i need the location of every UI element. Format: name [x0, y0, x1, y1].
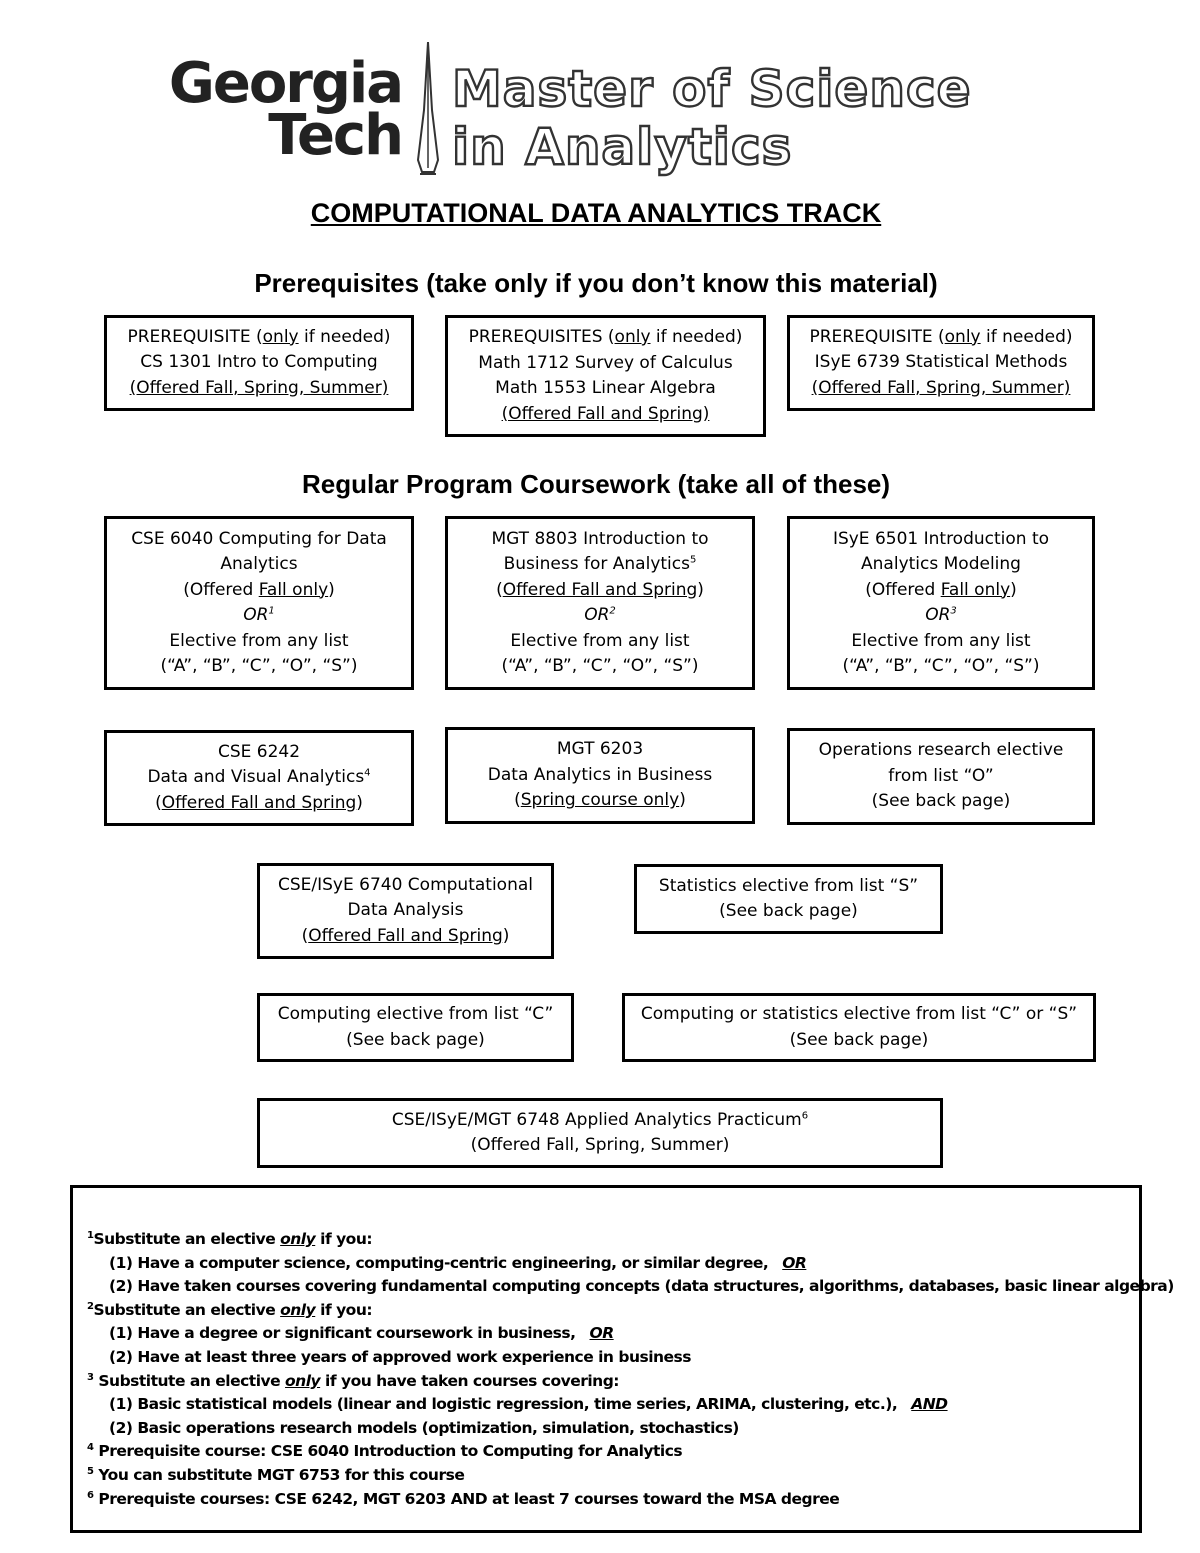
course-box-isye6501	[787, 516, 1095, 690]
course-offered: (Offered Fall and Spring)	[496, 579, 704, 600]
regular-heading: Regular Program Coursework (take all of these)	[301, 469, 891, 499]
prereq-course: Math 1553 Linear Algebra	[495, 378, 716, 398]
or-label: $OR^1$	[243, 605, 275, 625]
elective-title: Computing elective from list “C”	[277, 1004, 554, 1024]
prereq-label: PREREQUISITE (only if needed)	[127, 326, 391, 347]
or-label: $OR^2$	[584, 605, 616, 625]
course-offered: (Offered Fall, Spring, Summer)	[470, 1135, 730, 1155]
footnote-1-item: (2) Have taken courses covering fundamental computing concepts (data structures, algorithms, databases, basic linear algebra)	[109, 1277, 1174, 1296]
footnote-1: $^1$Substitute an elective only if you:	[87, 1229, 373, 1248]
elective-lists: (“A”, “B”, “C”, “O”, “S”)	[842, 656, 1040, 676]
course-title: Data Analysis	[347, 900, 464, 921]
program-wordmark	[452, 60, 1072, 176]
elective-lists: (“A”, “B”, “C”, “O”, “S”)	[501, 656, 699, 676]
footnote-1-item: (1) Have a computer science, computing-centric engineering, or similar degree, OR	[109, 1253, 807, 1272]
georgia-tech-wordmark	[140, 51, 402, 168]
prereq-offered: (Offered Fall, Spring, Summer)	[129, 377, 389, 398]
course-box-cse6242	[104, 730, 414, 826]
course-box-mgt6203	[445, 727, 755, 824]
course-title: Analytics	[220, 554, 298, 574]
footnote-4: $^4$ Prerequisite course: CSE 6040 Introduction to Computing for Analytics	[87, 1442, 683, 1461]
elective-box-computing	[257, 993, 574, 1062]
course-title: MGT 8803 Introduction to	[491, 528, 709, 549]
elective-list: from list “O”	[888, 765, 994, 786]
elective-alt: Elective from any list	[851, 630, 1031, 651]
elective-alt: Elective from any list	[169, 630, 349, 651]
prereq-course: ISyE 6739 Statistical Methods	[814, 352, 1068, 373]
elective-title: Computing or statistics elective from list “C” or “S”	[640, 1004, 1078, 1024]
course-title: Data Analytics in Business	[487, 764, 713, 785]
prereq-course: CS 1301 Intro to Computing	[140, 352, 378, 373]
prereq-box-math	[445, 315, 766, 437]
prereq-heading: Prerequisites (take only if you don’t know this material)	[254, 268, 938, 298]
footnote-6: $^6$ Prerequiste courses: CSE 6242, MGT 6203 AND at least 7 courses toward the MSA degree	[87, 1489, 840, 1508]
see-back-page: (See back page)	[346, 1029, 485, 1050]
course-code: MGT 6203	[556, 739, 644, 760]
course-box-practicum	[257, 1098, 943, 1168]
course-box-mgt8803	[445, 516, 755, 690]
course-box-cse6740	[257, 863, 554, 959]
footnote-3: $^3$ Substitute an elective only if you have taken courses covering:	[87, 1371, 619, 1390]
course-offered: (Spring course only)	[514, 790, 686, 811]
see-back-page: (See back page)	[789, 1029, 929, 1050]
logo-georgia-text: Georgia	[168, 51, 402, 116]
course-title: CSE/ISyE/MGT 6748 Applied Analytics Practicum$^6$	[391, 1109, 809, 1130]
course-title: Analytics Modeling	[861, 554, 1021, 574]
course-offered: (Offered Fall only)	[865, 579, 1017, 600]
footnote-2: $^2$Substitute an elective only if you:	[87, 1300, 373, 1319]
footnote-2-item: (1) Have a degree or significant coursework in business, OR	[109, 1324, 614, 1343]
prereq-box-cs1301	[104, 315, 414, 411]
footnote-3-item: (1) Basic statistical models (linear and logistic regression, time series, ARIMA, clustering, etc.), AND	[109, 1395, 948, 1414]
page-title: COMPUTATIONAL DATA ANALYTICS TRACK	[310, 198, 882, 228]
course-title: Data and Visual Analytics$^4$	[147, 767, 371, 788]
footnotes-box	[70, 1185, 1174, 1533]
prereq-label: PREREQUISITES (only if needed)	[468, 327, 743, 347]
course-offered: (Offered Fall and Spring)	[155, 792, 363, 813]
footnote-5: $^5$ You can substitute MGT 6753 for this course	[87, 1465, 465, 1484]
see-back-page: (See back page)	[871, 791, 1011, 812]
course-code: CSE 6242	[217, 741, 301, 762]
or-label: $OR^3$	[925, 605, 957, 625]
prereq-course: Math 1712 Survey of Calculus	[478, 352, 733, 373]
course-box-cse6040	[104, 516, 414, 690]
logo-tech-text: Tech	[268, 103, 402, 168]
prereq-offered: (Offered Fall, Spring, Summer)	[811, 377, 1071, 398]
elective-box-operations-research	[787, 728, 1095, 825]
course-title: CSE/ISyE 6740 Computational	[278, 874, 533, 895]
see-back-page: (See back page)	[719, 901, 858, 921]
elective-box-computing-or-statistics	[622, 993, 1096, 1062]
course-offered: (Offered Fall and Spring)	[301, 925, 510, 946]
elective-box-statistics	[634, 864, 943, 934]
course-offered: (Offered Fall only)	[183, 579, 335, 600]
elective-title: Operations research elective	[818, 740, 1064, 761]
course-title: Business for Analytics$^5$	[503, 554, 697, 574]
logo-program-line1: Master of Science	[452, 60, 972, 118]
logo-program-line2: in Analytics	[452, 118, 793, 176]
prereq-box-isye6739	[787, 315, 1095, 411]
prereq-offered: (Offered Fall and Spring)	[501, 403, 710, 424]
prereq-label: PREREQUISITE (only if needed)	[809, 326, 1073, 347]
tech-tower-logo-icon	[408, 40, 448, 178]
footnote-2-item: (2) Have at least three years of approved work experience in business	[109, 1347, 692, 1366]
elective-title: Statistics elective from list “S”	[658, 875, 919, 896]
elective-alt: Elective from any list	[510, 630, 690, 651]
elective-lists: (“A”, “B”, “C”, “O”, “S”)	[160, 656, 358, 676]
footnote-3-item: (2) Basic operations research models (optimization, simulation, stochastics)	[109, 1418, 739, 1437]
course-title: CSE 6040 Computing for Data	[131, 528, 387, 549]
course-title: ISyE 6501 Introduction to	[832, 528, 1050, 549]
